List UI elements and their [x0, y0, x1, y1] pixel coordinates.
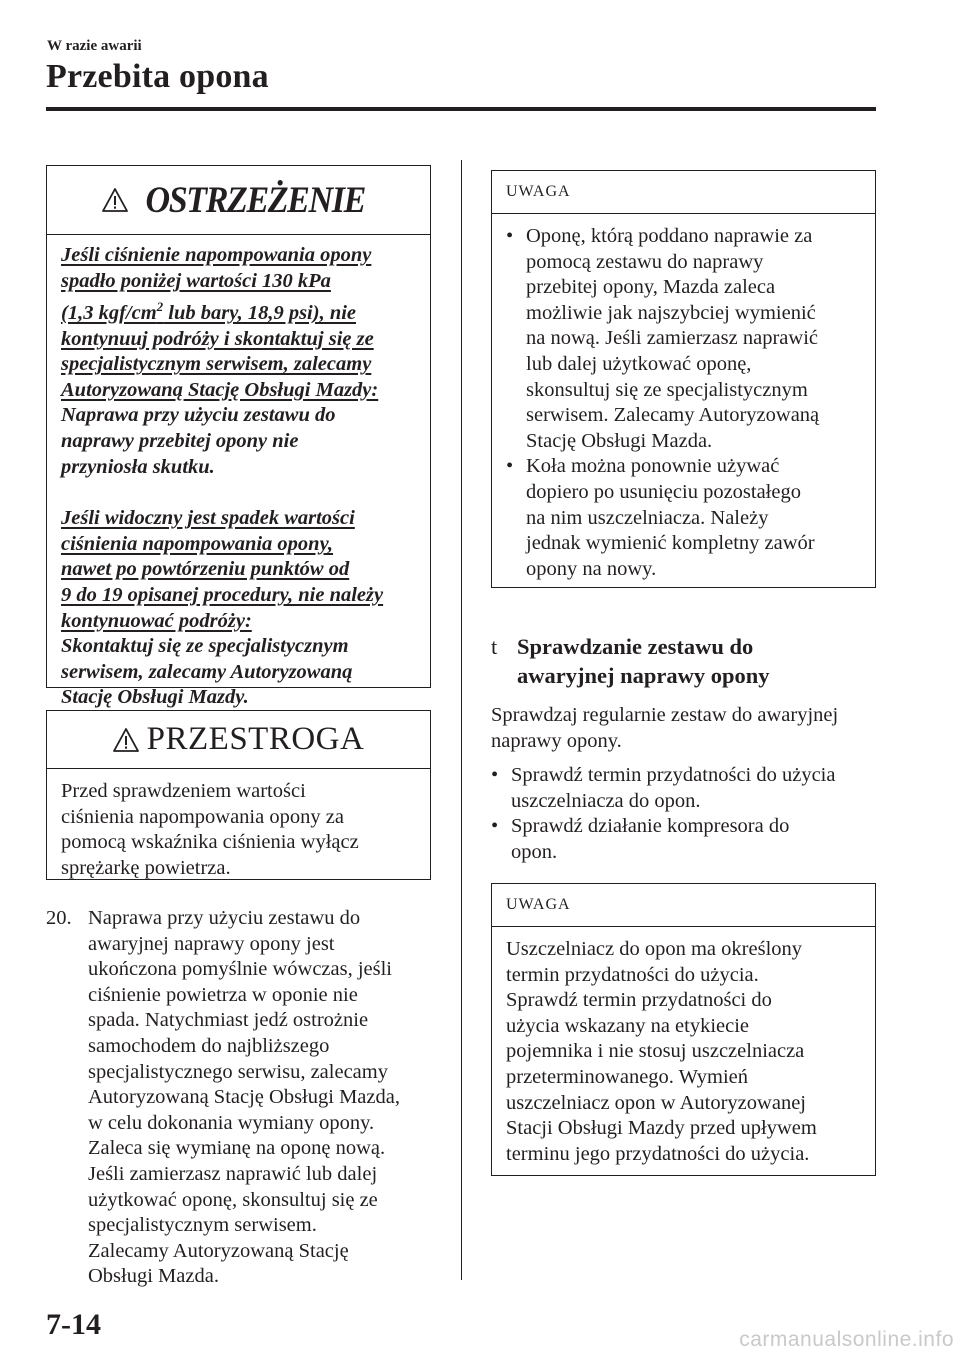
note-line: dopiero po usunięciu pozostałego [526, 480, 801, 503]
step-line: ciśnienie powietrza w oponie nie [88, 983, 358, 1006]
note-line: Sprawdź termin przydatności do [506, 989, 772, 1012]
warning-triangle-icon [113, 727, 139, 753]
warning-underlined-fragment: (1,3 kgf/cm [61, 302, 157, 325]
step-line: Naprawa przy użyciu zestawu do [88, 907, 361, 929]
intro-line: naprawy opony. [491, 729, 622, 752]
warning-underlined-line: Jeśli widoczny jest spadek wartości [61, 507, 355, 530]
note-bullet-item [506, 224, 863, 454]
step-line: specjalistycznego serwisu, zalecamy [88, 1060, 388, 1083]
section-heading [491, 632, 881, 690]
step-line: awaryjnej naprawy opony jest [88, 932, 335, 955]
note-box-1 [491, 170, 876, 588]
step-line: spada. Natychmiast jedź ostrożnie [88, 1009, 369, 1032]
warning-underlined-line: spadło poniżej wartości 130 kPa [61, 269, 331, 292]
intro-line: Sprawdzaj regularnie zestaw do awaryjnej [491, 704, 839, 726]
step-line: w celu dokonania wymiany opony. [88, 1111, 375, 1134]
warning-underlined-line: specjalistycznym serwisem, zalecamy [61, 353, 372, 376]
warning-underlined-fragment: lub bary, 18,9 psi), nie [163, 302, 357, 325]
column-divider [461, 160, 462, 1280]
step-line: użytkować oponę, skonsultuj się ze [88, 1188, 378, 1211]
note-body [492, 927, 875, 1167]
check-bullet-item [491, 814, 881, 865]
warning-triangle-icon [102, 187, 128, 213]
warning-underlined-line: nawet po powtórzeniu punktów od [61, 558, 350, 581]
note-line: przebitej opony, Mazda zaleca [526, 276, 776, 299]
note-line: jednak wymienić kompletny zawór [526, 532, 815, 555]
warning-underlined-line: kontynuuj podróży i skontaktuj się ze [61, 327, 374, 350]
bullet-line: Sprawdź działanie kompresora do [511, 815, 790, 838]
warning-header [47, 166, 430, 235]
bullet-icon: • [491, 815, 499, 838]
caution-line: sprężarkę powietrza. [61, 856, 231, 879]
warning-underlined-line: 9 do 19 opisanej procedury, nie należy [61, 583, 384, 606]
note-line: przeterminowanego. Wymień [506, 1065, 749, 1088]
note-title: UWAGA [492, 171, 875, 214]
note-line: Stację Obsługi Mazda. [526, 429, 713, 452]
step-text [88, 906, 441, 1290]
section-heading-line: awaryjnej naprawy opony [517, 663, 770, 688]
caution-header [47, 711, 430, 769]
note-box-2 [491, 883, 876, 1176]
note-bullet-item [506, 454, 863, 582]
caution-body [47, 769, 430, 881]
note-line: skonsultuj się ze specjalistycznym [526, 378, 808, 401]
caution-line: ciśnienia napompowania opony za [61, 805, 344, 828]
step-line: Obsługi Mazda. [88, 1265, 219, 1288]
warning-line: Stację Obsługi Mazdy. [61, 686, 249, 709]
watermark: carmanualsonline.info [739, 1328, 954, 1351]
note-line: użycia wskazany na etykiecie [506, 1014, 750, 1037]
warning-line: Skontaktuj się ze specjalistycznym [61, 635, 349, 658]
page-number: 7-14 [46, 1308, 101, 1341]
intro-paragraph [491, 703, 881, 754]
note-line: na nową. Jeśli zamierzasz naprawić [526, 327, 818, 350]
note-line: termin przydatności do użycia. [506, 963, 759, 986]
note-line: Oponę, którą poddano naprawie za [526, 225, 813, 247]
warning-body [47, 235, 430, 711]
warning-title: OSTRZEŻENIE [145, 179, 366, 221]
warning-box [46, 165, 431, 709]
warning-underlined-line: kontynuować podróży: [61, 609, 252, 632]
step-line: Autoryzowaną Stację Obsługi Mazda, [88, 1086, 400, 1109]
bullet-icon: • [506, 225, 514, 247]
note-line: terminu jego przydatności do użycia. [506, 1142, 810, 1165]
warning-line: naprawy przebitej opony nie [61, 429, 299, 452]
warning-paragraph-1 [61, 243, 418, 480]
warning-line: serwisem, zalecamy Autoryzowaną [61, 660, 353, 683]
note-line: lub dalej użytkować oponę, [526, 352, 752, 375]
step-line: Zaleca się wymianę na oponę nową. [88, 1137, 386, 1160]
bullet-icon: • [491, 764, 499, 787]
section-heading-line: Sprawdzanie zestawu do [517, 634, 754, 659]
step-line: ukończona pomyślnie wówczas, jeśli [88, 958, 393, 981]
note-line: pomocą zestawu do naprawy [526, 250, 764, 273]
note-line: Uszczelniacz do opon ma określony [506, 938, 803, 960]
step-20 [46, 906, 441, 1290]
note-body [492, 214, 875, 582]
bullet-icon: • [506, 455, 514, 478]
warning-underlined-line: Autoryzowaną Stację Obsługi Mazdy: [61, 378, 379, 401]
header-rule [46, 107, 876, 111]
warning-underlined-line: Jeśli ciśnienie napompowania opony [61, 244, 372, 266]
warning-underlined-line [61, 299, 357, 325]
superscript: 2 [156, 299, 164, 315]
check-bullet-item [491, 763, 881, 814]
caution-title: PRZESTROGA [146, 721, 365, 757]
step-number: 20. [46, 907, 72, 929]
warning-paragraph-2 [61, 506, 418, 711]
warning-line: przyniosła skutku. [61, 455, 215, 478]
note-line: uszczelniacz opon w Autoryzowanej [506, 1091, 806, 1114]
step-line: specjalistycznym serwisem. [88, 1214, 317, 1237]
section-header: W razie awarii [47, 38, 142, 54]
section-marker-icon: t [491, 634, 498, 659]
caution-line: pomocą wskaźnika ciśnienia wyłącz [61, 831, 359, 854]
note-line: Stacji Obsługi Mazdy przed upływem [506, 1117, 817, 1140]
note-line: opony na nowy. [526, 557, 657, 580]
bullet-line: Sprawdź termin przydatności do użycia [511, 764, 836, 787]
caution-box [46, 710, 431, 880]
note-line: na nim uszczelniacza. Należy [526, 506, 769, 529]
step-line: Jeśli zamierzasz naprawić lub dalej [88, 1162, 378, 1185]
note-line: Koła można ponownie używać [526, 455, 780, 478]
note-line: pojemnika i nie stosuj uszczelniacza [506, 1040, 805, 1063]
step-line: samochodem do najbliższego [88, 1034, 330, 1057]
note-title: UWAGA [492, 884, 875, 927]
bullet-line: uszczelniacza do opon. [511, 789, 701, 812]
caution-line: Przed sprawdzeniem wartości [61, 780, 306, 802]
page-title: Przebita opona [46, 58, 269, 95]
warning-underlined-line: ciśnienia napompowania opony, [61, 532, 334, 555]
note-line: możliwie jak najszybciej wymienić [526, 301, 816, 324]
warning-line: Naprawa przy użyciu zestawu do [61, 404, 336, 427]
step-line: Zalecamy Autoryzowaną Stację [88, 1239, 349, 1262]
note-line: serwisem. Zalecamy Autoryzowaną [526, 404, 820, 427]
bullet-line: opon. [511, 840, 558, 863]
section-content [491, 703, 881, 866]
